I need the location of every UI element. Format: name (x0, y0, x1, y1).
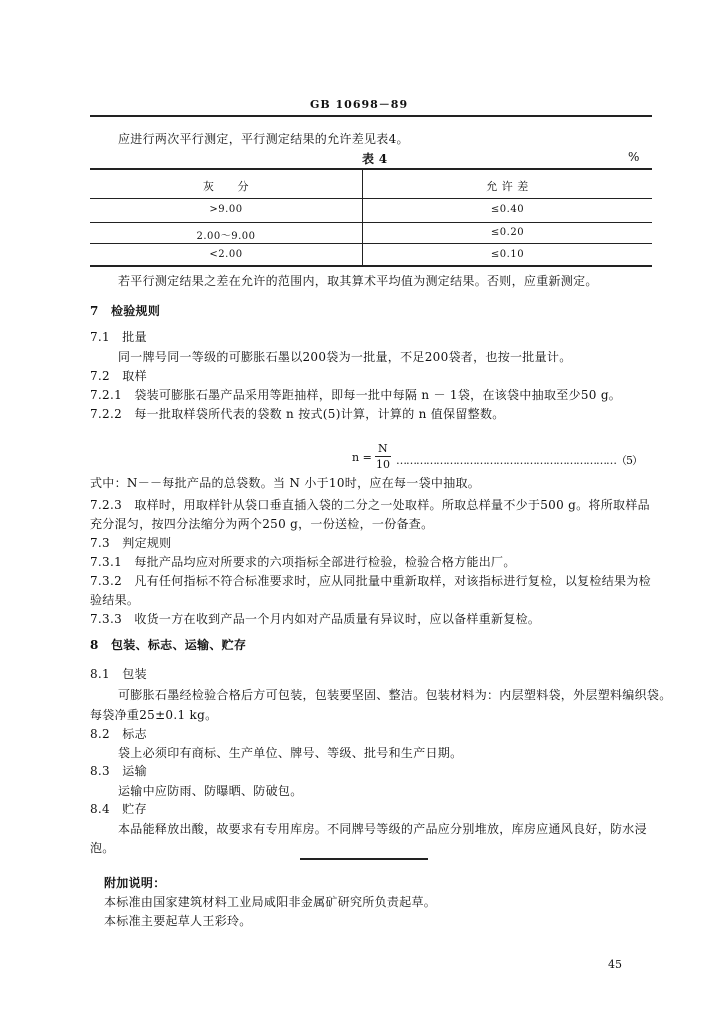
standard-code: GB 10698－89 (310, 98, 409, 111)
section-7-3-1: 7.3.1 每批产品均应对所要求的六项指标全部进行检验，检验合格方能出厂。 (90, 555, 516, 569)
formula-where: 式中：N－－每批产品的总袋数。当 N 小于10时，应在每一袋中抽取。 (90, 476, 481, 490)
table-row-rule (90, 243, 652, 244)
table-unit: % (628, 150, 640, 164)
table-cell-tolerance: ≤0.40 (490, 204, 525, 215)
section-7-2-3-line2: 充分混匀，按四分法缩分为两个250 g，一份送检，一份备查。 (90, 517, 434, 531)
section-8-3-text: 运输中应防雨、防曝晒、防破包。 (118, 784, 303, 798)
formula-fraction-bar (375, 456, 391, 457)
section-7-3-heading: 7.3 判定规则 (90, 536, 172, 550)
table-caption: 表 4 (362, 152, 388, 166)
section-8-3-heading: 8.3 运输 (90, 764, 147, 778)
section-7-2-1: 7.2.1 袋装可膨胀石墨产品采用等距抽样，即每一批中每隔 n － 1袋，在该袋中抽取至少50 g。 (90, 388, 622, 402)
section-7-1-heading: 7.1 批量 (90, 330, 147, 344)
table-header-rule (90, 198, 652, 199)
notes-line2: 本标准主要起草人王彩玲。 (104, 914, 252, 928)
section-8-1-heading: 8.1 包装 (90, 667, 147, 681)
formula-denominator: 10 (376, 458, 390, 471)
table-cell-ash: 2.00～9.00 (196, 231, 256, 242)
header-rule (90, 115, 652, 117)
after-table-text: 若平行测定结果之差在允许的范围内，取其算术平均值为测定结果。否则，应重新测定。 (118, 274, 598, 288)
table-cell-ash: >9.00 (209, 204, 243, 215)
section-7-heading: 7 检验规则 (90, 304, 161, 318)
table-bottom-rule (90, 265, 652, 267)
table-cell-ash: <2.00 (209, 249, 243, 260)
notes-separator (300, 858, 428, 860)
notes-line1: 本标准由国家建筑材料工业局咸阳非金属矿研究所负责起草。 (104, 895, 437, 909)
table-row-rule (90, 222, 652, 223)
section-7-2-3-line1: 7.2.3 取样时，用取样针从袋口垂直插入袋的二分之一处取样。所取总样量不少于500 g。将所取样品 (90, 498, 650, 512)
page-number: 45 (608, 958, 622, 971)
section-7-2-2: 7.2.2 每一批取样袋所代表的袋数 n 按式(5)计算，计算的 n 值保留整数。 (90, 407, 505, 421)
table-cell-tolerance: ≤0.20 (490, 227, 525, 238)
section-8-4-line1: 本品能释放出酸，故要求有专用库房。不同牌号等级的产品应分别堆放，库房应通风良好，防水浸 (118, 822, 647, 836)
section-7-1-text: 同一牌号同一等级的可膨胀石墨以200袋为一批量，不足200袋者，也按一批量计。 (118, 350, 572, 364)
section-7-3-3: 7.3.3 收货一方在收到产品一个月内如对产品质量有异议时，应以备样重新复检。 (90, 612, 541, 626)
table-header-ash: 灰 分 (203, 180, 249, 193)
section-8-4-heading: 8.4 贮存 (90, 802, 147, 816)
section-8-1-line1: 可膨胀石墨经检验合格后方可包装，包装要坚固、整洁。包装材料为：内层塑料袋，外层塑料编织袋。 (118, 688, 672, 702)
section-8-2-text: 袋上必须印有商标、生产单位、牌号、等级、批号和生产日期。 (118, 746, 463, 760)
section-8-2-heading: 8.2 标志 (90, 727, 147, 741)
section-8-1-line2: 每袋净重25±0.1 kg。 (90, 708, 218, 722)
table-cell-tolerance: ≤0.10 (490, 249, 525, 260)
section-8-heading: 8 包装、标志、运输、贮存 (90, 638, 247, 652)
section-7-2-heading: 7.2 取样 (90, 369, 147, 383)
formula-number: …………………………………………………………（5） (396, 454, 642, 467)
section-8-4-line2: 泡。 (90, 841, 115, 855)
section-7-3-2-line1: 7.3.2 凡有任何指标不符合标准要求时，应从同批量中重新取样，对该指标进行复检，以复检结果为检 (90, 574, 651, 588)
table-header-tolerance: 允 许 差 (486, 180, 529, 193)
formula-numerator: N (378, 442, 388, 455)
notes-title: 附加说明： (104, 876, 166, 890)
table-top-rule (90, 168, 652, 170)
intro-text: 应进行两次平行测定，平行测定结果的允许差见表4。 (118, 132, 409, 146)
formula-lhs: n = (352, 451, 372, 464)
section-7-3-2-line2: 验结果。 (90, 593, 140, 607)
